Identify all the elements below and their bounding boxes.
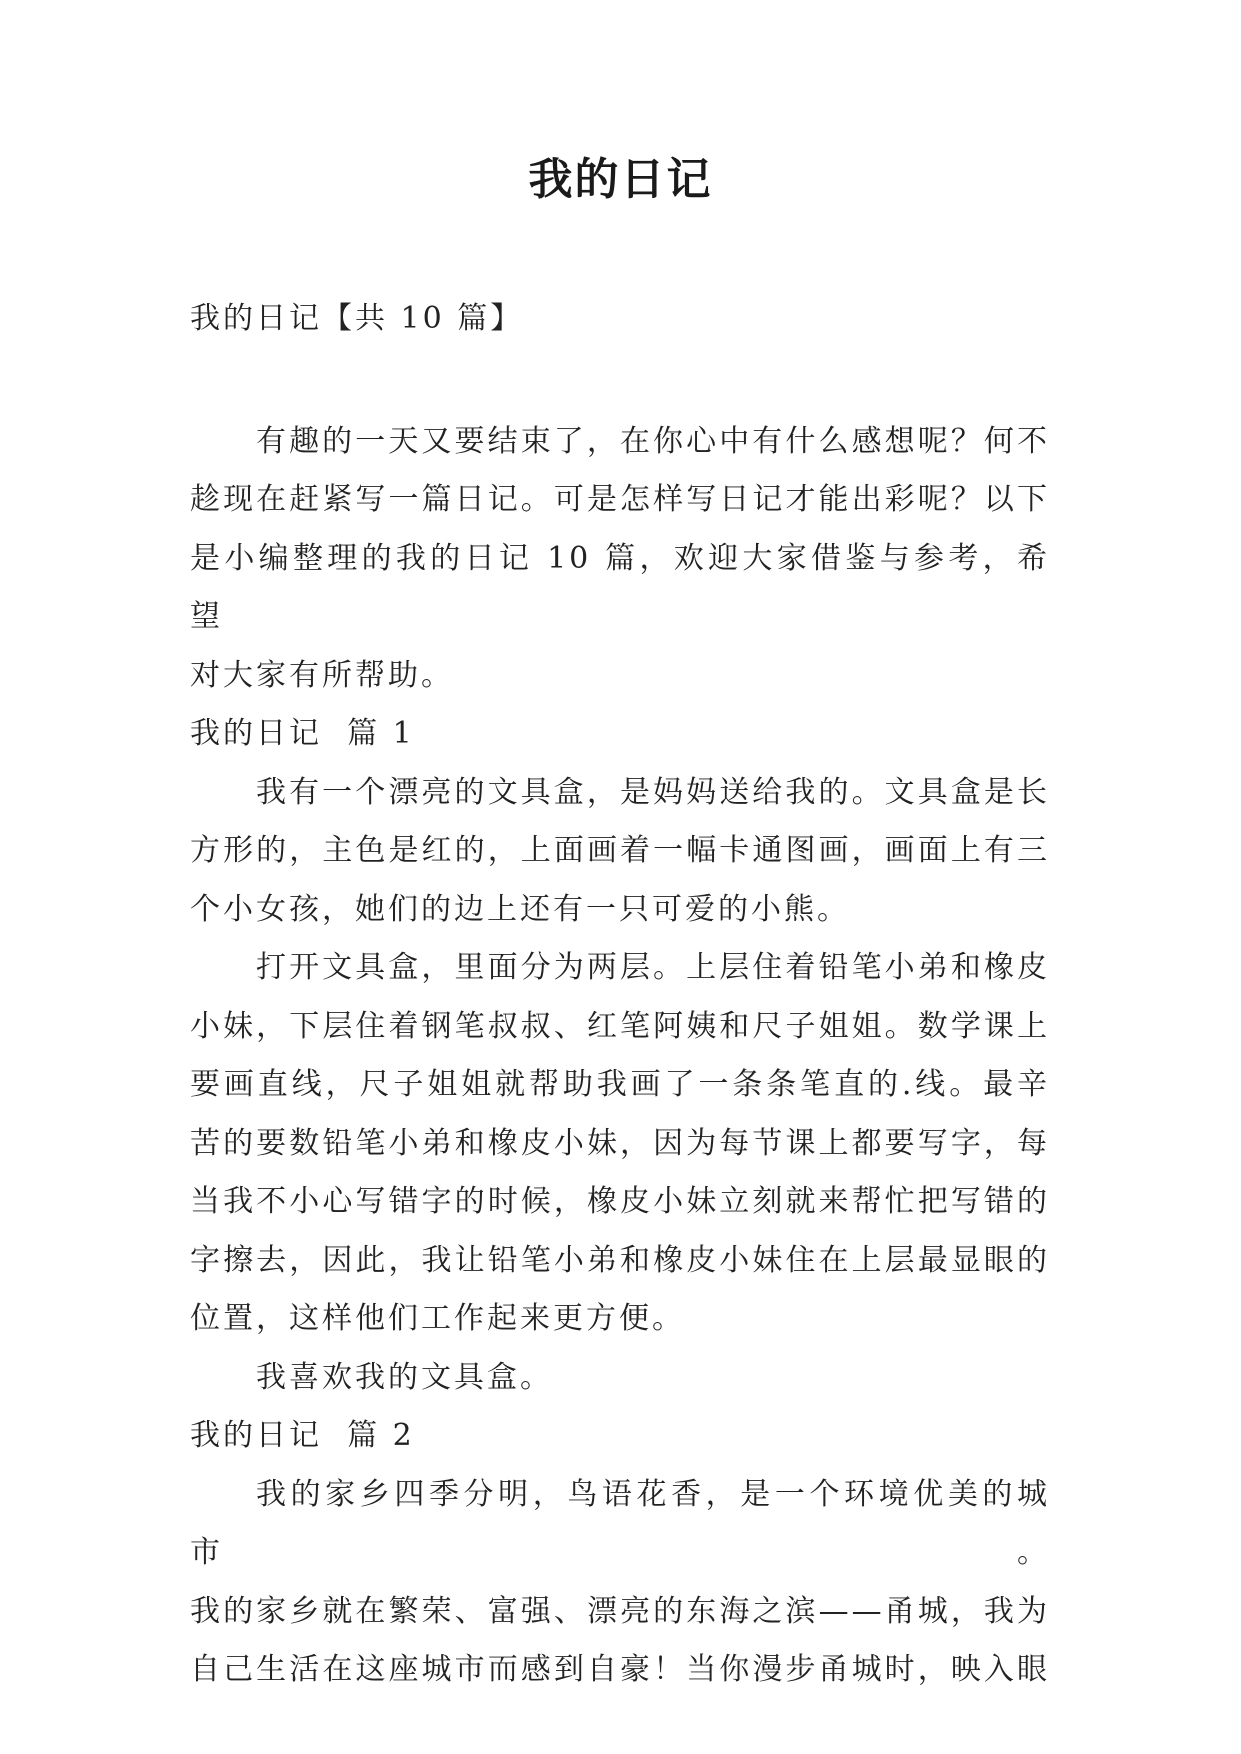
paragraph-line: 我的家乡四季分明，鸟语花香，是一个环境优美的城市。 — [190, 1476, 1050, 1570]
paragraph-line: 小妹，下层住着钢笔叔叔、红笔阿姨和尺子姐姐。数学课上 — [190, 1008, 1050, 1044]
document-title: 我的日记 — [528, 154, 713, 205]
paragraph-line: 我喜欢我的文具盒。 — [256, 1359, 553, 1395]
paragraph-line: 自己生活在这座城市而感到自豪！当你漫步甬城时，映入眼 — [190, 1652, 1050, 1687]
paragraph-line: 要画直线，尺子姐姐就帮助我画了一条条笔直的.线。最辛 — [190, 1067, 1050, 1102]
section2-paragraph-1 — [190, 1466, 1050, 1700]
paragraph-line: 位置，这样他们工作起来更方便。 — [190, 1301, 685, 1336]
paragraph-line: 我有一个漂亮的文具盒，是妈妈送给我的。文具盒是长 — [256, 774, 1050, 810]
section1-paragraph-1 — [190, 764, 1050, 940]
intro-paragraph — [190, 413, 1050, 706]
section1-paragraph-3 — [190, 1349, 1050, 1408]
intro-line: 有趣的一天又要结束了，在你心中有什么感想呢？何不 — [256, 423, 1050, 459]
paragraph-line: 苦的要数铅笔小弟和橡皮小妹，因为每节课上都要写字，每 — [190, 1125, 1050, 1161]
paragraph-line: 我的家乡就在繁荣、富强、漂亮的东海之滨——甬城，我为 — [190, 1593, 1050, 1629]
paragraph-line: 打开文具盒，里面分为两层。上层住着铅笔小弟和橡皮 — [256, 950, 1050, 985]
section1-paragraph-2 — [190, 939, 1050, 1349]
paragraph-line: 当我不小心写错字的时候，橡皮小妹立刻就来帮忙把写错的 — [190, 1184, 1050, 1219]
intro-line: 是小编整理的我的日记 10 篇，欢迎大家借鉴与参考，希望 — [190, 540, 1050, 634]
intro-line: 对大家有所帮助。 — [190, 657, 454, 693]
spacer — [190, 349, 1050, 413]
section-heading: 我的日记 篇 2 — [190, 1418, 415, 1453]
document-body — [190, 290, 1050, 1700]
paragraph-line: 方形的，主色是红的，上面画着一幅卡通图画，画面上有三 — [190, 833, 1050, 868]
section-heading: 我的日记 篇 1 — [190, 716, 415, 751]
intro-line: 趁现在赶紧写一篇日记。可是怎样写日记才能出彩呢？以下 — [190, 482, 1050, 517]
paragraph-line: 个小女孩，她们的边上还有一只可爱的小熊。 — [190, 891, 850, 927]
document-subtitle: 我的日记【共 10 篇】 — [190, 301, 524, 336]
paragraph-line: 字擦去，因此，我让铅笔小弟和橡皮小妹住在上层最显眼的 — [190, 1242, 1050, 1278]
